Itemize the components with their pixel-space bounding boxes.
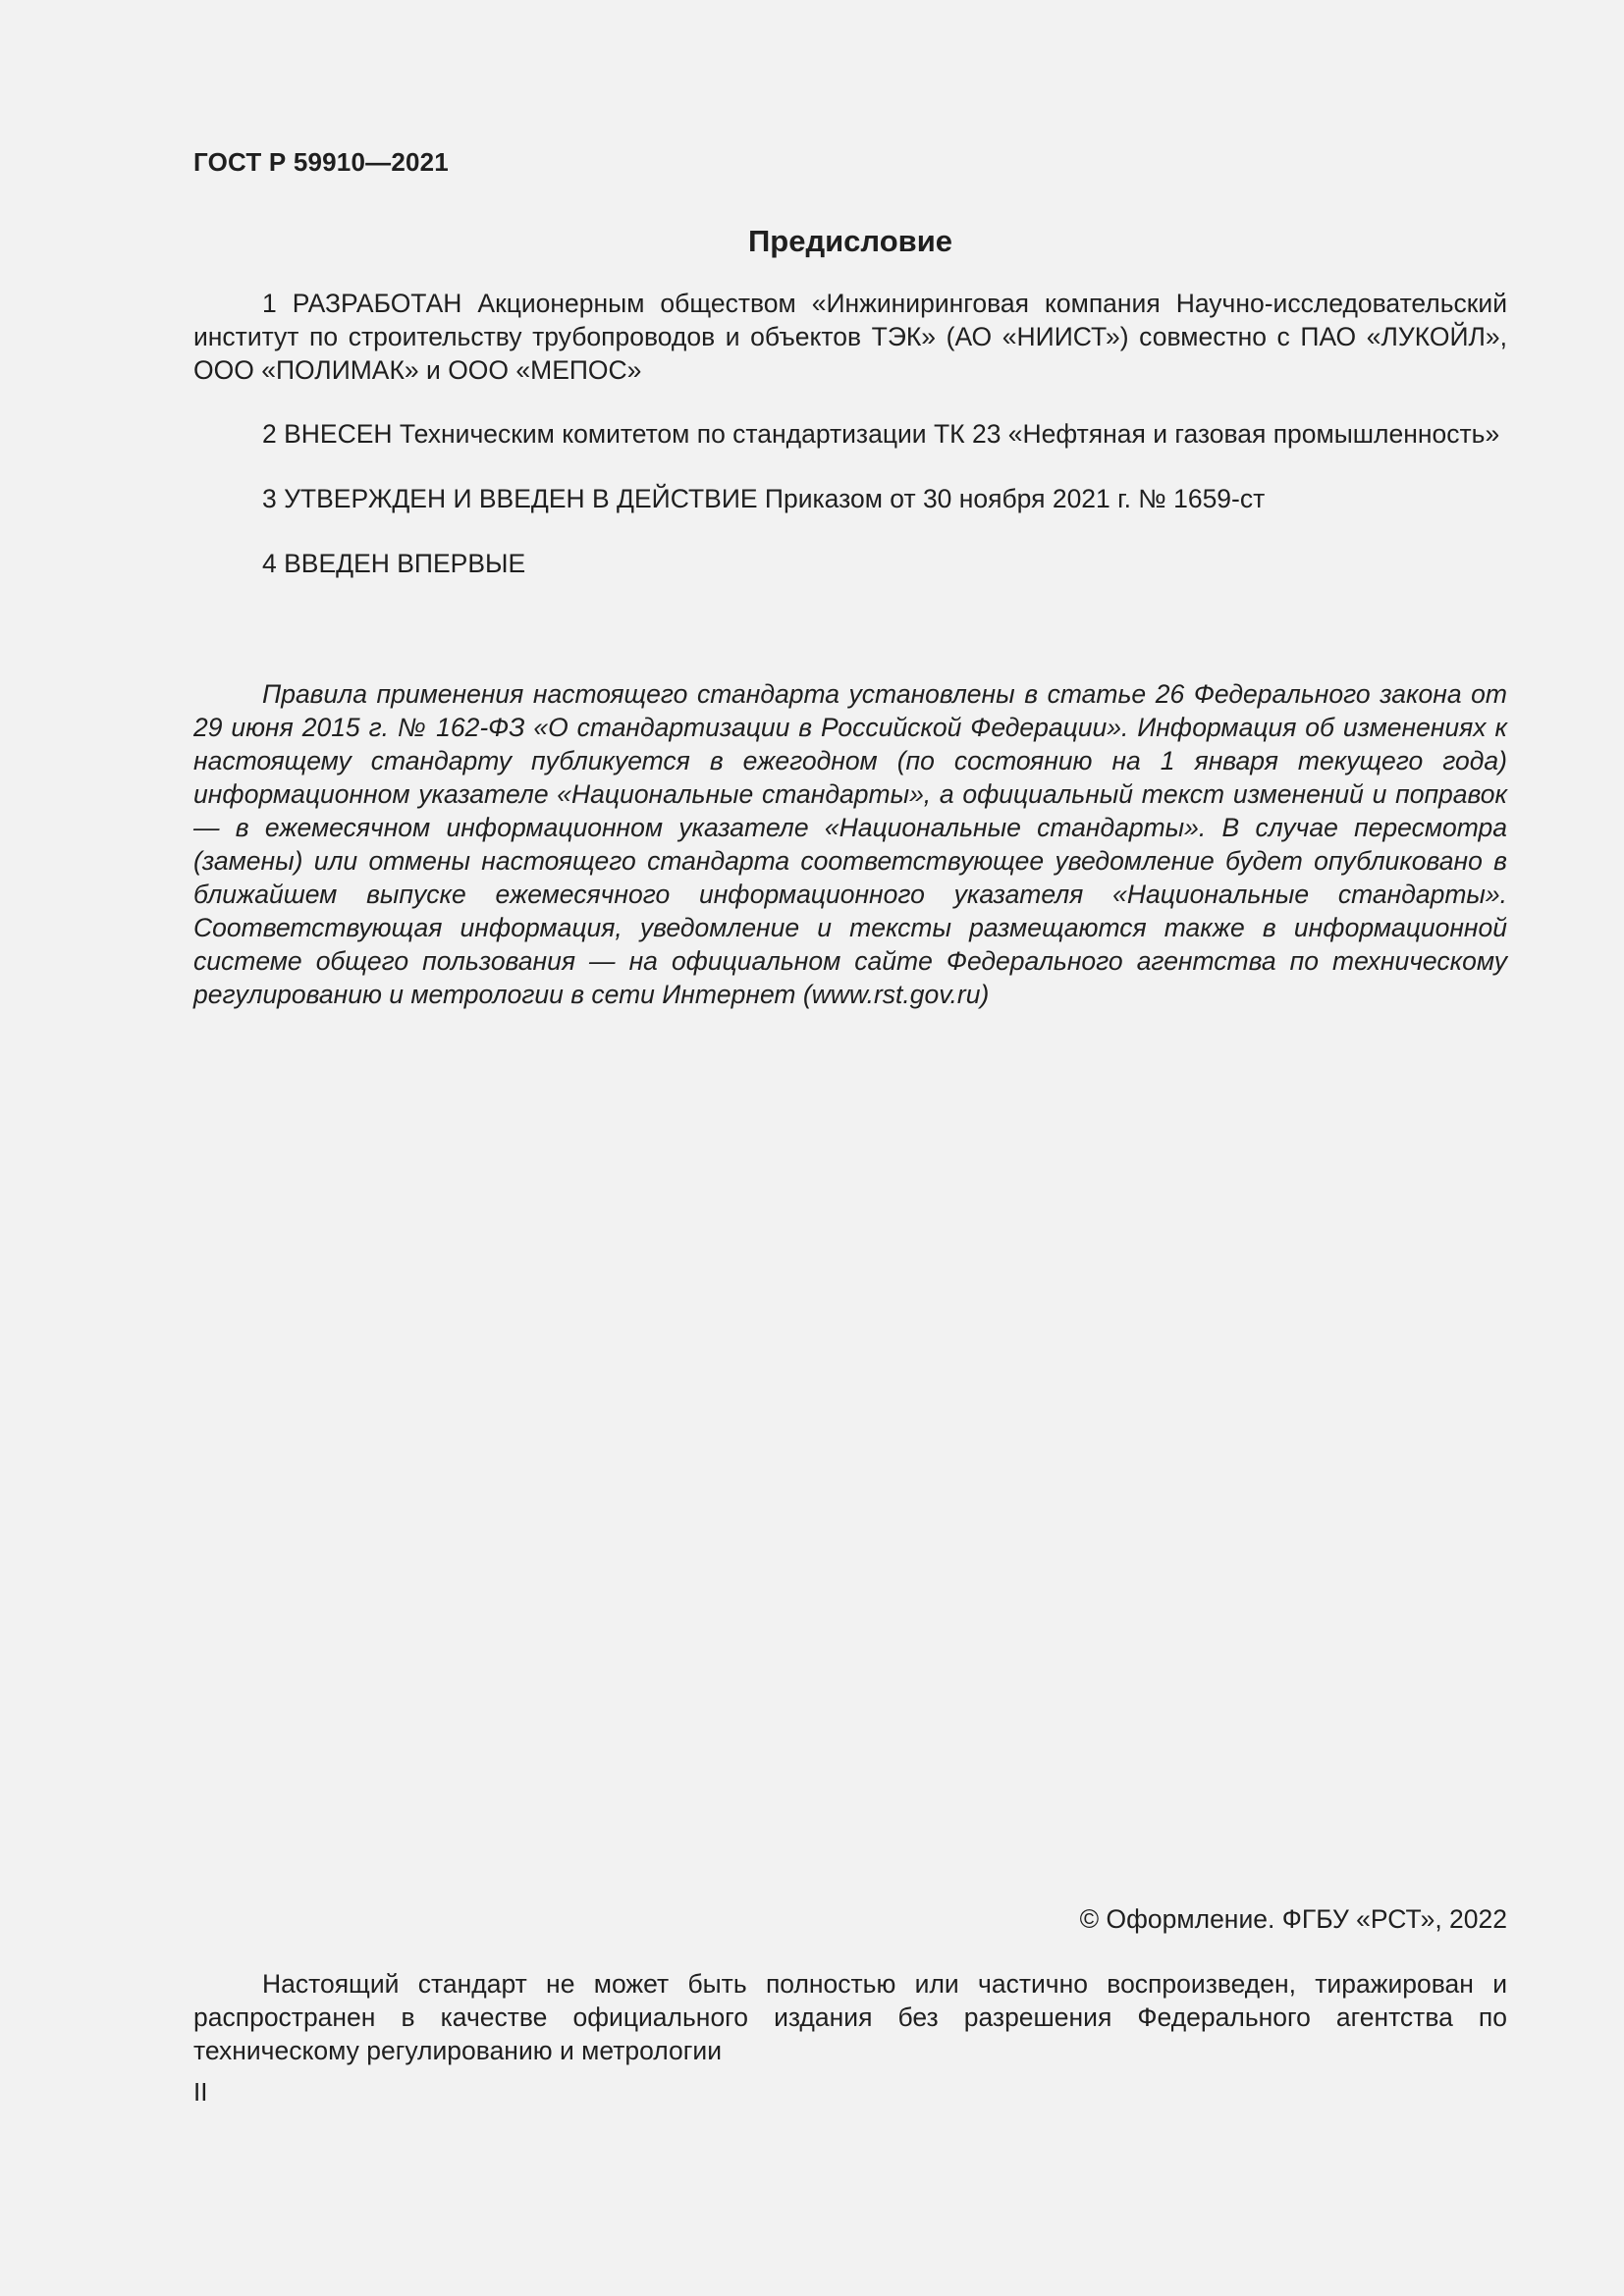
document-code: ГОСТ Р 59910—2021 [193,147,449,177]
preface-item-introduced: 2 ВНЕСЕН Техническим комитетом по стандартизации ТК 23 «Нефтяная и газовая промышленность» [262,419,1500,449]
reproduction-notice: Настоящий стандарт не может быть полностью или частично воспроизведен, тиражирован и распространен в качестве официального издания без разрешения Федерального агентства по техническому регулированию и метрологии [193,1969,1507,2065]
copyright-line: © Оформление. ФГБУ «РСТ», 2022 [1079,1904,1507,1934]
page-number: II [193,2077,208,2107]
preface-item-approved: 3 УТВЕРЖДЕН И ВВЕДЕН В ДЕЙСТВИЕ Приказом от 30 ноября 2021 г. № 1659-ст [262,484,1266,513]
preface-title: Предисловие [747,224,952,258]
preface-item-developed: 1 РАЗРАБОТАН Акционерным обществом «Инжиниринговая компания Научно-исследовательский институт по строительству трубопроводов и объектов ТЭК» (АО «НИИСТ») совместно с ПАО «ЛУКОЙЛ», ООО «ПОЛИМАК» и ООО «МЕПОС» [193,289,1507,385]
application-rules-paragraph: Правила применения настоящего стандарта установлены в статье 26 Федерального закона от 29 июня 2015 г. № 162-ФЗ «О стандартизации в Российской Федерации». Информация об изменениях к настоящему стандарту публикуется в ежегодном (по состоянию на 1 января текущего года) информационном указателе «Национальные стандарты», а официальный текст изменений и поправок — в ежемесячном информационном указателе «Национальные стандарты». В случае пересмотра (замены) или отмены настоящего стандарта соответствующее уведомление будет опубликовано в ближайшем выпуске ежемесячного информационного указателя «Национальные стандарты». Соответствующая информация, уведомление и тексты размещаются также в информационной системе общего пользования — на официальном сайте Федерального агентства по техническому регулированию и метрологии в сети Интернет (www.rst.gov.ru) [193,679,1507,1009]
preface-item-first-introduced: 4 ВВЕДЕН ВПЕРВЫЕ [262,549,526,578]
document-page [193,0,1507,2296]
